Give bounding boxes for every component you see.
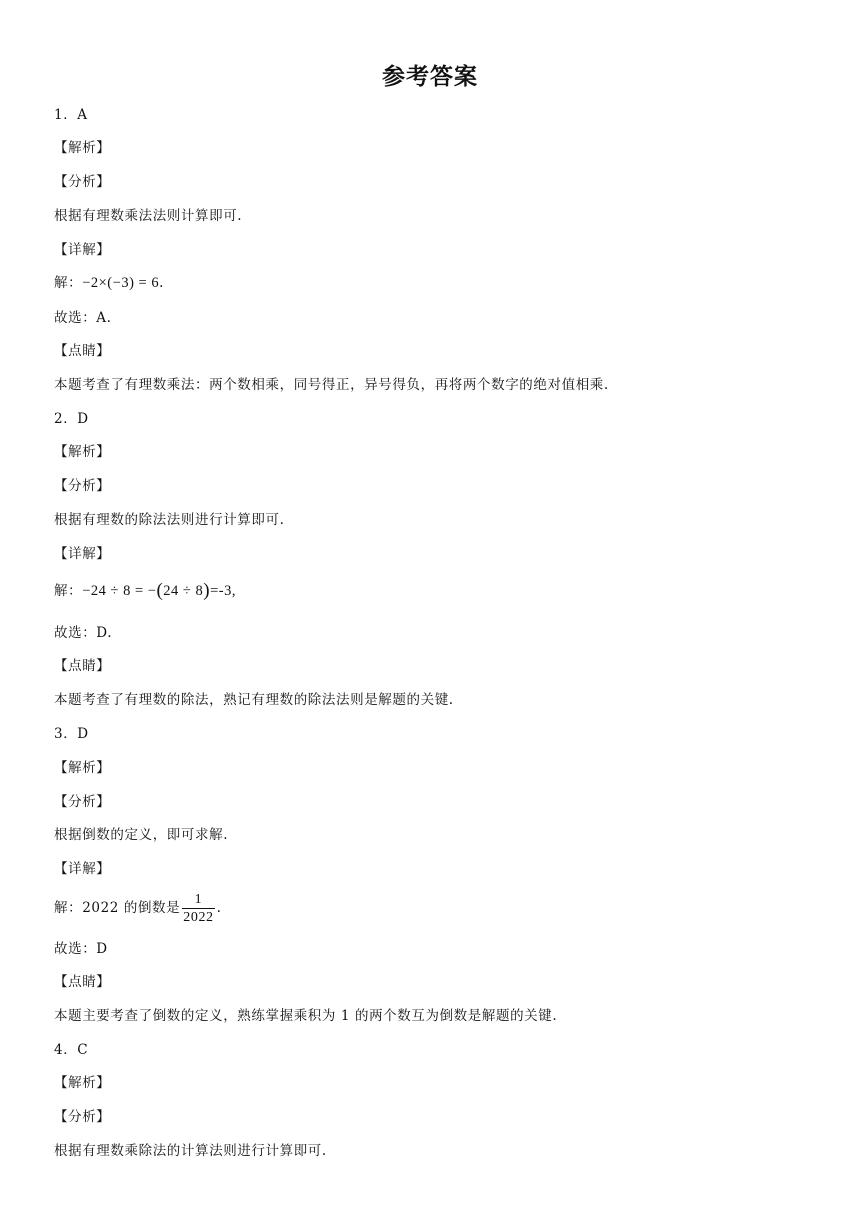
q1-dianjing-heading: 【点睛】 <box>54 343 111 359</box>
q2-paren-open: ( <box>156 580 164 601</box>
q1-answer: 1．A <box>54 107 88 123</box>
q2-solution <box>54 582 236 600</box>
q3-solution <box>54 890 222 926</box>
q3-fraction-denominator: 2022 <box>183 910 214 925</box>
page-title: 参考答案 <box>382 64 478 90</box>
q4-jiexi-heading: 【解析】 <box>54 1075 111 1091</box>
q2-solution-prefix: 解： <box>54 583 83 599</box>
q3-jiexi-heading: 【解析】 <box>54 760 111 776</box>
q3-comment: 本题主要考查了倒数的定义，熟练掌握乘积为 1 的两个数互为倒数是解题的关键. <box>54 1008 558 1024</box>
q1-solution-math: −2×(−3) = 6 <box>82 275 160 291</box>
q1-analysis: 根据有理数乘法法则计算即可. <box>54 208 243 224</box>
q3-fraction <box>182 891 214 926</box>
q3-fraction-numerator: 1 <box>194 892 203 907</box>
q2-solution-math-b: 24 ÷ 8 <box>163 583 204 599</box>
q2-fenxi-heading: 【分析】 <box>54 478 111 494</box>
q1-choice: 故选：A. <box>54 310 112 326</box>
q2-comment: 本题考查了有理数的除法，熟记有理数的除法法则是解题的关键. <box>54 692 454 708</box>
q4-analysis: 根据有理数乘除法的计算法则进行计算即可. <box>54 1143 327 1159</box>
q1-jiexi-heading: 【解析】 <box>54 140 111 156</box>
q2-jiexi-heading: 【解析】 <box>54 444 111 460</box>
q1-solution-end: . <box>159 275 164 291</box>
q3-solution-end: . <box>216 900 222 916</box>
q1-comment: 本题考查了有理数乘法：两个数相乘，同号得正，异号得负，再将两个数字的绝对值相乘. <box>54 377 609 393</box>
q3-answer: 3．D <box>54 726 89 742</box>
q2-choice: 故选：D. <box>54 625 113 641</box>
q4-answer: 4．C <box>54 1042 89 1058</box>
q3-solution-prefix: 解：2022 的倒数是 <box>54 900 181 916</box>
q3-xiangjie-heading: 【详解】 <box>54 861 111 877</box>
q3-choice: 故选：D <box>54 941 108 957</box>
q3-fenxi-heading: 【分析】 <box>54 794 111 810</box>
q3-analysis: 根据倒数的定义，即可求解. <box>54 827 229 843</box>
q4-fenxi-heading: 【分析】 <box>54 1109 111 1125</box>
q2-analysis: 根据有理数的除法法则进行计算即可. <box>54 512 285 528</box>
q2-solution-math-c: =-3, <box>210 583 236 599</box>
q2-xiangjie-heading: 【详解】 <box>54 546 111 562</box>
q2-answer: 2．D <box>54 411 89 427</box>
q2-solution-math-a: −24 ÷ 8 = − <box>82 583 157 599</box>
q2-dianjing-heading: 【点睛】 <box>54 658 111 674</box>
q3-dianjing-heading: 【点睛】 <box>54 974 111 990</box>
q1-solution-prefix: 解： <box>54 275 83 291</box>
q2-paren-close: ) <box>203 580 211 601</box>
q1-solution <box>54 274 164 292</box>
q1-xiangjie-heading: 【详解】 <box>54 242 111 258</box>
q1-fenxi-heading: 【分析】 <box>54 174 111 190</box>
